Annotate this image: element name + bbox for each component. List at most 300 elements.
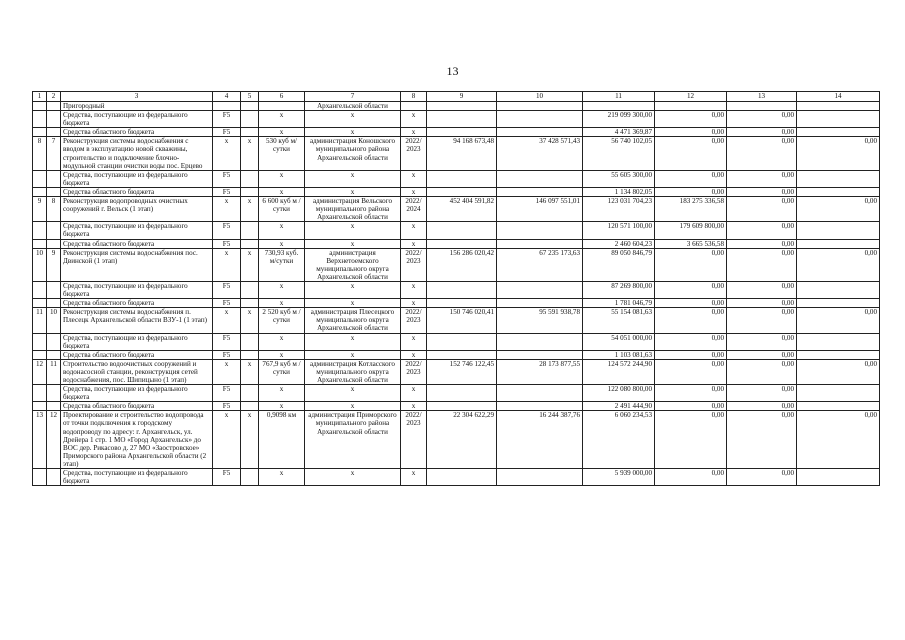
cell-col-2 <box>47 469 61 486</box>
cell-col-3: Реконструкция системы водоснабжения с вводом в эксплуатацию новой скважины, строительство и подключение блочно-модульной станции очистки воды пос. Ерцево <box>61 137 213 170</box>
cell-col-5 <box>241 402 259 411</box>
cell-col-4 <box>213 102 241 111</box>
cell-col-14 <box>797 170 880 187</box>
cell-col-11: 219 099 300,00 <box>583 111 655 128</box>
cell-col-4: F5 <box>213 350 241 359</box>
cell-col-4: x <box>213 359 241 384</box>
funding-source-row <box>33 170 880 187</box>
cell-col-10 <box>497 222 583 239</box>
cell-col-11: 123 031 704,23 <box>583 197 655 222</box>
cell-col-10 <box>497 170 583 187</box>
cell-col-1 <box>33 102 47 111</box>
cell-col-9 <box>427 469 497 486</box>
cell-col-13: 0,00 <box>727 187 797 196</box>
cell-col-8: 2022/ 2023 <box>401 308 427 333</box>
cell-col-1 <box>33 333 47 350</box>
cell-col-6: 730,93 куб. м/сутки <box>259 248 305 281</box>
cell-col-5: x <box>241 248 259 281</box>
cell-col-6: x <box>259 350 305 359</box>
cell-col-2 <box>47 222 61 239</box>
cell-col-4: F5 <box>213 187 241 196</box>
cell-col-2 <box>47 187 61 196</box>
cell-col-9: 94 168 673,48 <box>427 137 497 170</box>
cell-col-8: x <box>401 239 427 248</box>
cell-col-9 <box>427 350 497 359</box>
cell-col-4: F5 <box>213 299 241 308</box>
cell-col-14 <box>797 111 880 128</box>
cell-col-1 <box>33 299 47 308</box>
funding-source-row <box>33 187 880 196</box>
cell-col-14 <box>797 102 880 111</box>
cell-col-6: x <box>259 128 305 137</box>
cell-col-2 <box>47 170 61 187</box>
cell-col-10: 16 244 387,76 <box>497 411 583 469</box>
cell-col-5 <box>241 469 259 486</box>
cell-col-8: x <box>401 187 427 196</box>
cell-col-6: 530 куб м/сутки <box>259 137 305 170</box>
cell-col-11 <box>583 102 655 111</box>
cell-col-13: 0,00 <box>727 170 797 187</box>
cell-col-10 <box>497 299 583 308</box>
cell-col-14 <box>797 187 880 196</box>
cell-col-7: администрация Приморского муниципального района Архангельской области <box>305 411 401 469</box>
cell-col-14 <box>797 385 880 402</box>
cell-col-4: F5 <box>213 385 241 402</box>
cell-col-3: Строительство водоочистных сооружений и водонасосной станции, реконструкция сетей водоснабжения, пос. Шипицыно (1 этап) <box>61 359 213 384</box>
cell-col-8: x <box>401 281 427 298</box>
cell-col-7: администрация Вельского муниципального района Архангельской области <box>305 197 401 222</box>
cell-col-10 <box>497 385 583 402</box>
cell-col-5 <box>241 102 259 111</box>
funding-source-row <box>33 222 880 239</box>
cell-col-12: 183 275 336,58 <box>655 197 727 222</box>
cell-col-14 <box>797 299 880 308</box>
cell-col-8: x <box>401 333 427 350</box>
cell-col-2: 9 <box>47 248 61 281</box>
cell-col-5 <box>241 385 259 402</box>
cell-col-6: x <box>259 170 305 187</box>
cell-col-7: x <box>305 385 401 402</box>
cell-col-3: Средства, поступающие из федерального бюджета <box>61 333 213 350</box>
cell-col-3: Средства областного бюджета <box>61 239 213 248</box>
cell-col-7: x <box>305 469 401 486</box>
header-cell-11: 11 <box>583 92 655 102</box>
funding-source-row <box>33 333 880 350</box>
cell-col-9 <box>427 239 497 248</box>
cell-col-8: x <box>401 128 427 137</box>
cell-col-7: x <box>305 281 401 298</box>
header-cell-1: 1 <box>33 92 47 102</box>
cell-col-7: Архангельской области <box>305 102 401 111</box>
funding-source-row <box>33 281 880 298</box>
cell-col-1 <box>33 350 47 359</box>
cell-col-9 <box>427 281 497 298</box>
cell-col-13: 0,00 <box>727 411 797 469</box>
cell-col-11: 2 491 444,90 <box>583 402 655 411</box>
cell-col-4: F5 <box>213 281 241 298</box>
cell-col-11: 1 134 802,05 <box>583 187 655 196</box>
cell-col-6: 767,9 куб м / сутки <box>259 359 305 384</box>
header-row <box>33 92 880 102</box>
funding-source-row <box>33 469 880 486</box>
cell-col-14 <box>797 222 880 239</box>
cell-col-13: 0,00 <box>727 222 797 239</box>
cell-col-7: администрация Коношского муниципального района Архангельской области <box>305 137 401 170</box>
cell-col-10: 146 097 551,01 <box>497 197 583 222</box>
cell-col-3: Средства областного бюджета <box>61 299 213 308</box>
cell-col-10: 95 591 938,78 <box>497 308 583 333</box>
cell-col-4: F5 <box>213 222 241 239</box>
cell-col-3: Средства, поступающие из федерального бюджета <box>61 222 213 239</box>
funding-source-row <box>33 239 880 248</box>
cell-col-13: 0,00 <box>727 333 797 350</box>
cell-col-5: x <box>241 137 259 170</box>
cell-col-11: 54 051 000,00 <box>583 333 655 350</box>
cell-col-13: 0,00 <box>727 111 797 128</box>
cell-col-9 <box>427 299 497 308</box>
cell-col-2 <box>47 350 61 359</box>
cell-col-7: x <box>305 128 401 137</box>
cell-col-10 <box>497 281 583 298</box>
cell-col-8: 2022/ 2023 <box>401 137 427 170</box>
cell-col-11: 87 269 800,00 <box>583 281 655 298</box>
cell-col-4: F5 <box>213 469 241 486</box>
header-cell-5: 5 <box>241 92 259 102</box>
cell-col-9 <box>427 222 497 239</box>
cell-col-9 <box>427 170 497 187</box>
cell-col-12: 0,00 <box>655 385 727 402</box>
cell-col-14: 0,00 <box>797 308 880 333</box>
cell-col-9: 150 746 020,41 <box>427 308 497 333</box>
cell-col-4: F5 <box>213 333 241 350</box>
cell-col-6: 0,9098 км <box>259 411 305 469</box>
cell-col-7: x <box>305 222 401 239</box>
cell-col-1 <box>33 111 47 128</box>
cell-col-10 <box>497 402 583 411</box>
cell-col-12: 179 609 800,00 <box>655 222 727 239</box>
cell-col-5 <box>241 239 259 248</box>
cell-col-4: F5 <box>213 239 241 248</box>
cell-col-1 <box>33 128 47 137</box>
cell-col-12: 0,00 <box>655 248 727 281</box>
cell-col-12: 0,00 <box>655 411 727 469</box>
cell-col-2 <box>47 239 61 248</box>
cell-col-6: 6 600 куб м / сутки <box>259 197 305 222</box>
cell-col-2: 10 <box>47 308 61 333</box>
cell-col-3: Средства областного бюджета <box>61 350 213 359</box>
cell-col-10 <box>497 128 583 137</box>
cell-col-3: Реконструкция системы водоснабжения пос. Двинской (1 этап) <box>61 248 213 281</box>
cell-col-14 <box>797 128 880 137</box>
cell-col-6: x <box>259 281 305 298</box>
cell-col-14 <box>797 281 880 298</box>
cell-col-8: 2022/ 2023 <box>401 248 427 281</box>
cell-col-13: 0,00 <box>727 350 797 359</box>
cell-col-8: 2022/ 2023 <box>401 359 427 384</box>
cell-col-2 <box>47 385 61 402</box>
cell-col-9 <box>427 385 497 402</box>
cell-col-6: x <box>259 385 305 402</box>
header-cell-6: 6 <box>259 92 305 102</box>
cell-col-12: 0,00 <box>655 170 727 187</box>
cell-col-6: x <box>259 469 305 486</box>
cell-col-14 <box>797 239 880 248</box>
cell-col-8: 2022/ 2023 <box>401 411 427 469</box>
cell-col-12: 3 665 536,58 <box>655 239 727 248</box>
cell-col-7: x <box>305 402 401 411</box>
cell-col-12: 0,00 <box>655 308 727 333</box>
cell-col-5 <box>241 281 259 298</box>
cell-col-4: F5 <box>213 170 241 187</box>
cell-col-5 <box>241 111 259 128</box>
cell-col-9 <box>427 187 497 196</box>
cell-col-8: x <box>401 402 427 411</box>
cell-col-13: 0,00 <box>727 359 797 384</box>
cell-col-10 <box>497 469 583 486</box>
cell-col-7: x <box>305 350 401 359</box>
cell-col-12: 0,00 <box>655 402 727 411</box>
header-cell-12: 12 <box>655 92 727 102</box>
cell-col-9 <box>427 111 497 128</box>
cell-col-1 <box>33 402 47 411</box>
header-cell-7: 7 <box>305 92 401 102</box>
header-cell-10: 10 <box>497 92 583 102</box>
cell-col-5 <box>241 350 259 359</box>
funding-source-row <box>33 111 880 128</box>
header-cell-13: 13 <box>727 92 797 102</box>
cell-col-3: Средства, поступающие из федерального бюджета <box>61 469 213 486</box>
cell-col-2 <box>47 128 61 137</box>
cell-col-6: x <box>259 402 305 411</box>
project-row <box>33 359 880 384</box>
cell-col-10 <box>497 239 583 248</box>
cell-col-1: 9 <box>33 197 47 222</box>
cell-col-10 <box>497 102 583 111</box>
cell-col-11: 5 939 000,00 <box>583 469 655 486</box>
cell-col-1: 12 <box>33 359 47 384</box>
cell-col-10: 37 428 571,43 <box>497 137 583 170</box>
cell-col-3: Пригородный <box>61 102 213 111</box>
cell-col-11: 4 471 369,87 <box>583 128 655 137</box>
cell-col-13: 0,00 <box>727 137 797 170</box>
page-number: 13 <box>446 64 459 78</box>
cell-col-7: x <box>305 111 401 128</box>
cell-col-10: 28 173 877,55 <box>497 359 583 384</box>
header-cell-8: 8 <box>401 92 427 102</box>
project-row <box>33 137 880 170</box>
cell-col-7: администрация Плесецкого муниципального округа Архангельской области <box>305 308 401 333</box>
cell-col-4: x <box>213 197 241 222</box>
cell-col-4: x <box>213 308 241 333</box>
cell-col-5: x <box>241 197 259 222</box>
cell-col-5 <box>241 299 259 308</box>
cell-col-3: Средства областного бюджета <box>61 128 213 137</box>
header-cell-3: 3 <box>61 92 213 102</box>
cell-col-6: x <box>259 111 305 128</box>
cell-col-4: F5 <box>213 402 241 411</box>
cell-col-8: x <box>401 469 427 486</box>
cell-col-1 <box>33 187 47 196</box>
cell-col-2 <box>47 111 61 128</box>
cell-col-2: 12 <box>47 411 61 469</box>
cell-col-9 <box>427 102 497 111</box>
cell-col-11: 56 740 102,05 <box>583 137 655 170</box>
cell-col-14 <box>797 350 880 359</box>
cell-col-10 <box>497 350 583 359</box>
cell-col-12: 0,00 <box>655 359 727 384</box>
cell-col-9 <box>427 128 497 137</box>
header-cell-14: 14 <box>797 92 880 102</box>
cell-col-13: 0,00 <box>727 239 797 248</box>
cell-col-8: x <box>401 170 427 187</box>
cell-col-2 <box>47 402 61 411</box>
cell-col-2: 7 <box>47 137 61 170</box>
cell-col-9: 156 286 020,42 <box>427 248 497 281</box>
cell-col-11: 120 571 100,00 <box>583 222 655 239</box>
cell-col-14 <box>797 402 880 411</box>
cell-col-1 <box>33 385 47 402</box>
cell-col-4: x <box>213 411 241 469</box>
cell-col-11: 2 460 604,23 <box>583 239 655 248</box>
cell-col-2 <box>47 333 61 350</box>
funding-source-row <box>33 402 880 411</box>
cell-col-13: 0,00 <box>727 402 797 411</box>
cell-col-9: 22 304 622,29 <box>427 411 497 469</box>
cell-col-3: Средства, поступающие из федерального бюджета <box>61 385 213 402</box>
cell-col-3: Реконструкция системы водоснабжения п. Плесецк Архангельской области ВЗУ-1 (1 этап) <box>61 308 213 333</box>
cell-col-5 <box>241 187 259 196</box>
cell-col-13: 0,00 <box>727 248 797 281</box>
cell-col-5: x <box>241 308 259 333</box>
cell-col-2 <box>47 281 61 298</box>
cell-col-14: 0,00 <box>797 359 880 384</box>
cell-col-14: 0,00 <box>797 197 880 222</box>
cell-col-1 <box>33 222 47 239</box>
cell-col-2: 8 <box>47 197 61 222</box>
cell-col-14: 0,00 <box>797 137 880 170</box>
cell-col-11: 1 103 081,63 <box>583 350 655 359</box>
cell-col-12: 0,00 <box>655 469 727 486</box>
cell-col-4: x <box>213 137 241 170</box>
cell-col-13: 0,00 <box>727 128 797 137</box>
cell-col-6: x <box>259 222 305 239</box>
cell-col-11: 89 050 846,79 <box>583 248 655 281</box>
funding-source-row <box>33 385 880 402</box>
cell-col-14 <box>797 333 880 350</box>
cell-col-12: 0,00 <box>655 333 727 350</box>
cell-col-1: 11 <box>33 308 47 333</box>
cell-col-12: 0,00 <box>655 137 727 170</box>
cell-col-10 <box>497 187 583 196</box>
cell-col-8: x <box>401 299 427 308</box>
cell-col-7: x <box>305 187 401 196</box>
funding-table <box>32 91 880 486</box>
cell-col-5 <box>241 222 259 239</box>
cell-col-10 <box>497 333 583 350</box>
cell-col-3: Средства областного бюджета <box>61 187 213 196</box>
cell-col-2 <box>47 299 61 308</box>
cell-col-6: x <box>259 239 305 248</box>
cell-col-13: 0,00 <box>727 385 797 402</box>
cell-col-1 <box>33 170 47 187</box>
cell-col-9: 452 404 591,82 <box>427 197 497 222</box>
header-cell-2: 2 <box>47 92 61 102</box>
cell-col-8: 2022/ 2024 <box>401 197 427 222</box>
cell-col-13: 0,00 <box>727 281 797 298</box>
cell-col-7: x <box>305 239 401 248</box>
cell-col-11: 122 080 800,00 <box>583 385 655 402</box>
cell-col-5 <box>241 170 259 187</box>
cell-col-13: 0,00 <box>727 308 797 333</box>
continuation-row <box>33 102 880 111</box>
cell-col-3: Средства, поступающие из федерального бюджета <box>61 111 213 128</box>
cell-col-6 <box>259 102 305 111</box>
header-cell-4: 4 <box>213 92 241 102</box>
cell-col-11: 6 060 234,53 <box>583 411 655 469</box>
cell-col-5: x <box>241 411 259 469</box>
cell-col-4: F5 <box>213 111 241 128</box>
cell-col-14 <box>797 469 880 486</box>
cell-col-3: Средства, поступающие из федерального бюджета <box>61 170 213 187</box>
project-row <box>33 197 880 222</box>
cell-col-6: x <box>259 299 305 308</box>
cell-col-10: 67 235 173,63 <box>497 248 583 281</box>
cell-col-12: 0,00 <box>655 128 727 137</box>
cell-col-8: x <box>401 111 427 128</box>
cell-col-8 <box>401 102 427 111</box>
cell-col-1: 10 <box>33 248 47 281</box>
cell-col-6: x <box>259 333 305 350</box>
cell-col-13: 0,00 <box>727 299 797 308</box>
cell-col-3: Реконструкция водопроводных очистных сооружений г. Вельск (1 этап) <box>61 197 213 222</box>
cell-col-3: Средства, поступающие из федерального бюджета <box>61 281 213 298</box>
cell-col-3: Проектирование и строительство водопровода от точки подключения к городскому водопроводу по адресу: г. Архангельск, ул. Дрейера 1 стр. 1 МО «Город Архангельск» до ВОС дер. Рикасово д. 27 МО «Заостровское» Приморского района Архангельской области (2 этап) <box>61 411 213 469</box>
cell-col-12: 0,00 <box>655 111 727 128</box>
cell-col-13: 0,00 <box>727 469 797 486</box>
cell-col-14: 0,00 <box>797 248 880 281</box>
cell-col-11: 1 781 046,79 <box>583 299 655 308</box>
project-row <box>33 308 880 333</box>
cell-col-8: x <box>401 385 427 402</box>
cell-col-12: 0,00 <box>655 299 727 308</box>
cell-col-12 <box>655 102 727 111</box>
cell-col-1 <box>33 281 47 298</box>
cell-col-11: 55 605 300,00 <box>583 170 655 187</box>
cell-col-6: 2 520 куб м / сутки <box>259 308 305 333</box>
funding-source-row <box>33 128 880 137</box>
cell-col-5 <box>241 128 259 137</box>
cell-col-1: 8 <box>33 137 47 170</box>
header-cell-9: 9 <box>427 92 497 102</box>
cell-col-8: x <box>401 350 427 359</box>
cell-col-7: x <box>305 299 401 308</box>
cell-col-13: 0,00 <box>727 197 797 222</box>
cell-col-5: x <box>241 359 259 384</box>
cell-col-7: администрация Верхнетоемского муниципального округа Архангельской области <box>305 248 401 281</box>
cell-col-12: 0,00 <box>655 281 727 298</box>
cell-col-7: администрация Котласского муниципального округа Архангельской области <box>305 359 401 384</box>
cell-col-9 <box>427 333 497 350</box>
cell-col-6: x <box>259 187 305 196</box>
cell-col-9: 152 746 122,45 <box>427 359 497 384</box>
cell-col-2: 11 <box>47 359 61 384</box>
cell-col-11: 55 154 081,63 <box>583 308 655 333</box>
cell-col-3: Средства областного бюджета <box>61 402 213 411</box>
project-row <box>33 411 880 469</box>
project-row <box>33 248 880 281</box>
cell-col-5 <box>241 333 259 350</box>
funding-source-row <box>33 350 880 359</box>
